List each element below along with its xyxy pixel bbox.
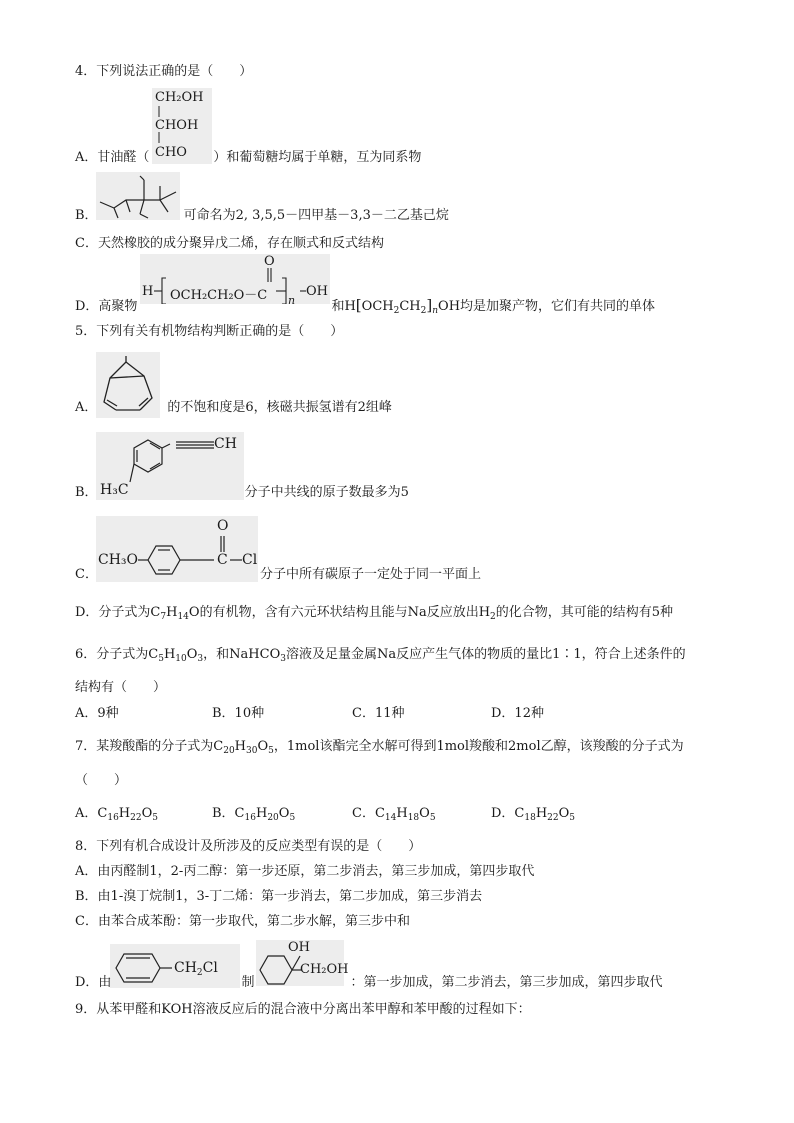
q7-option-b[interactable]: B．$C_{16}H_{20}O_5$	[212, 806, 296, 823]
product-ch2oh: CH₂OH	[300, 962, 349, 977]
q7-stem-line2: （ ）	[75, 773, 128, 788]
q4-d-suffix: 均是加聚产物，它们有共同的单体	[460, 299, 656, 314]
methoxy-ch3o: CH₃O	[98, 552, 139, 568]
q4-option-d	[75, 297, 655, 319]
q5-option-c	[75, 567, 481, 583]
q5-b-prefix: B．	[75, 485, 98, 500]
q5-option-a	[75, 400, 392, 416]
q4-option-b	[75, 208, 449, 224]
q5-a-suffix: 的不饱和度是6，核磁共振氢谱有2组峰	[167, 400, 392, 415]
polyester-h: H	[142, 284, 154, 299]
q9-stem: 9．从苯甲醛和KOH溶液反应后的混合液中分离出苯甲醇和苯甲酸的过程如下：	[75, 1002, 531, 1017]
glyceraldehyde-cho: CHO	[155, 145, 187, 160]
methyl-h3c: H₃C	[100, 482, 129, 498]
q5-b-suffix: 分子中共线的原子数最多为5	[244, 485, 409, 500]
q5-c-suffix: 分子中所有碳原子一定处于同一平面上	[259, 567, 481, 582]
q5-stem: 5．下列有关有机物结构判断正确的是（ ）	[75, 324, 344, 339]
polyester-repeat-unit: OCH₂CH₂O－C	[170, 288, 268, 303]
q5-option-b	[75, 485, 409, 501]
q8-d-mid: 制	[241, 975, 255, 990]
q7-stem: 7．某羧酸酯的分子式为$C_{20}H_{30}O_5$，1mol该酯完全水解可得到1mol羧酸和2mol乙醇，该羧酸的分子式为	[75, 739, 684, 756]
q6-option-a[interactable]: A．9种	[75, 706, 119, 721]
acyl-chlorine: Cl	[242, 552, 258, 568]
q4-option-c: C．天然橡胶的成分聚异戊二烯，存在顺式和反式结构	[75, 236, 384, 251]
q4-a-suffix: ）和葡萄糖均属于单糖，互为同系物	[213, 150, 422, 165]
q8-stem: 8．下列有机合成设计及所涉及的反应类型有误的是（ ）	[75, 839, 422, 854]
q8-option-a: A．由丙醛制1，2-丙二醇：第一步还原，第二步消去，第三步加成，第四步取代	[75, 864, 535, 879]
acyl-carbon: C	[217, 552, 228, 568]
benzyl-ch2cl: $CH_2Cl$	[174, 960, 218, 978]
q4-option-a	[75, 150, 421, 166]
polyester-oh: OH	[306, 284, 328, 299]
acyl-oxygen: O	[217, 518, 229, 534]
q6-stem: 6．分子式为$C_5H_{10}O_3$，和NaHCO$_3$溶液及足量金属Na反应产生气体的物质的量比1∶1，符合上述条件的	[75, 647, 686, 664]
q8-option-b: B．由1-溴丁烷制1，3-丁二烯：第一步消去，第二步加成，第三步消去	[75, 889, 483, 904]
q8-d-prefix: D．由	[75, 975, 112, 990]
polyester-carbonyl-o: O	[264, 254, 275, 269]
q4-stem: 4．下列说法正确的是（ ）	[75, 64, 253, 79]
q4-a-prefix: A．甘油醛（	[75, 150, 150, 165]
q7-option-d[interactable]: D．$C_{18}H_{22}O_5$	[491, 806, 576, 823]
q4-d-mid: 和	[331, 299, 345, 314]
q7-option-c[interactable]: C．$C_{14}H_{18}O_5$	[352, 806, 436, 823]
q5-option-d: D．分子式为$C_7H_{14}O$的有机物，含有六元环状结构且能与Na反应放出$H_2$的化合物，其可能的结构有5种	[75, 605, 674, 622]
q8-option-c: C．由苯合成苯酚：第一步取代，第二步水解，第三步中和	[75, 914, 410, 929]
q7-option-a[interactable]: A．$C_{16}H_{22}O_5$	[75, 806, 158, 823]
glyceraldehyde-ch2oh: CH₂OH	[155, 90, 204, 105]
q4-d-prefix: D．高聚物	[75, 299, 138, 314]
alkyne-ch: CH	[214, 436, 237, 452]
q5-a-prefix: A．	[75, 400, 98, 415]
q6-option-c[interactable]: C．11种	[352, 706, 405, 721]
q6-stem-line2: 结构有（ ）	[75, 680, 167, 695]
product-oh: OH	[288, 940, 310, 955]
q4-b-prefix: B．	[75, 208, 98, 223]
q8-d-suffix: ：第一步加成，第二步消去，第三步加成，第四步取代	[350, 975, 663, 990]
q6-option-d[interactable]: D．12种	[491, 706, 544, 721]
polyether-formula: $H[OCH_2CH_2]_nOH$	[344, 296, 461, 316]
q6-option-b[interactable]: B．10种	[212, 706, 265, 721]
q5-c-prefix: C．	[75, 567, 98, 582]
polyester-n: n	[288, 294, 296, 307]
q8-option-d	[75, 975, 662, 991]
glyceraldehyde-choh: CHOH	[155, 118, 199, 133]
q4-b-suffix: 可命名为2, 3,5,5－四甲基－3,3－二乙基己烷	[183, 208, 449, 223]
